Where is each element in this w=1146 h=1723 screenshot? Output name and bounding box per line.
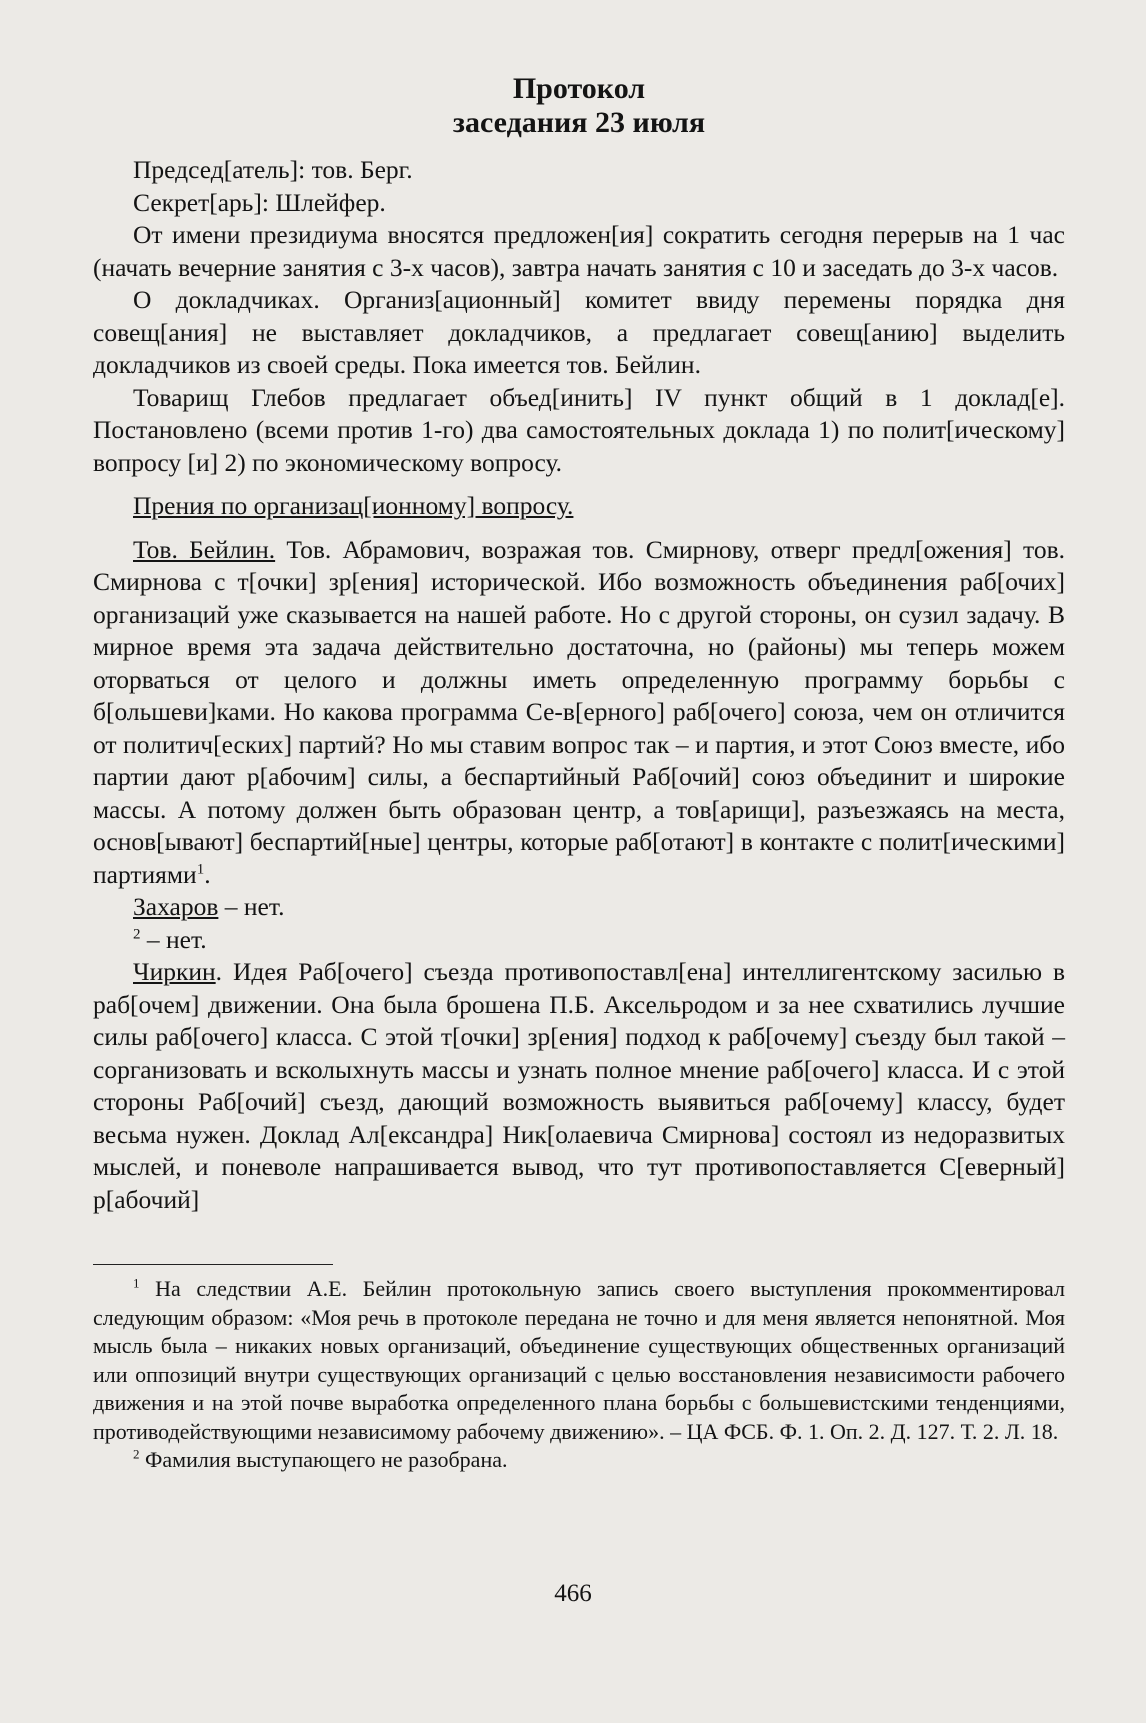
speech-unknown <box>93 924 1065 957</box>
footnote-1-text: На следствии А.Е. Бейлин протокольную запись своего выступления прокомментировал следующим образом: «Моя речь в протоколе передана не точно и для меня является непонятной. Моя мысль была – никаких новых организаций, объединение существующих общественных организаций или оппозиций внутри существующих организаций с целью восстановления независимости рабочего движения и на этой почве выработка определенного плана борьбы с большевистскими тенденциями, противодействующими независимому рабочему движению». – ЦА ФСБ. Ф. 1. Оп. 2. Д. 127. Т. 2. Л. 18. <box>93 1276 1065 1444</box>
paragraph-presidium: От имени президиума вносятся предложен[ия] сократить сегодня перерыв на 1 час (начать вечерние занятия с 3-х часов), завтра начать занятия с 10 и заседать до 3-х часов. <box>93 220 1065 282</box>
speech-beilin-text: Тов. Абрамович, возражая тов. Смирнову, отверг предл[ожения] тов. Смирнова с т[очки] зр[ения] исторической. Ибо возможность объединения раб[очих] организаций уже сказывается на нашей работе. Но с другой стороны, он сузил задачу. В мирное время эта задача действительно достаточна, но (районы) мы теперь можем оторваться от целого и должны иметь определенную программу борьбы с б[ольшеви]ками. Но какова программа Се-в[ерного] раб[очего] союза, чем он отличится от политич[еских] партий? Но мы ставим вопрос так – и партия, и этот Союз вместе, ибо партии дают р[абочим] силы, а беспартийный Раб[очий] союз объединит и широкие массы. А потому должен быть образован центр, а тов[арищи], разъезжаясь на места, основ[ывают] беспартий[ные] центры, которые раб[отают] в контакте с полит[ическими] партиями <box>93 534 1065 889</box>
footnote-2 <box>93 1446 1065 1475</box>
page-number: 466 <box>554 1580 592 1607</box>
footnote-ref-2: 2 <box>133 926 141 942</box>
title-line-2: заседания 23 июля <box>452 106 706 139</box>
speaker-zakharov: Захаров <box>133 892 219 921</box>
title-line-1: Протокол <box>512 72 646 105</box>
footnote-separator <box>93 1264 333 1265</box>
footnotes <box>93 1275 1065 1475</box>
page-title <box>93 72 1065 140</box>
section-heading <box>93 490 1065 523</box>
speaker-beilin: Тов. Бейлин. <box>133 534 276 564</box>
footnote-1 <box>93 1275 1065 1446</box>
speech-unknown-text: – нет. <box>140 924 207 954</box>
speech-beilin: Тов. Бейлин. Тов. Абрамович, возражая тов. Смирнову, отверг предл[ожения] тов. Смирнова с т[очки] зр[ения] исторической. Ибо возможность объединения раб[очих] организаций уже сказывается на нашей работе. Но с другой стороны, он сузил задачу. В мирное время эта задача действительно достаточна, но (районы) мы теперь можем оторваться от целого и должны иметь определенную программу борьбы с б[ольшеви]ками. Но какова программа Се-в[ерного] раб[очего] союза, чем он отличится от политич[еских] партий? Но мы ставим вопрос так – и партия, и этот Союз вместе, ибо партии дают р[абочим] силы, а беспартийный Раб[очий] союз объединит и широкие массы. А потому должен быть образован центр, а тов[арищи], разъезжаясь на места, основ[ывают] беспартий[ные] центры, которые раб[отают] в контакте с полит[ическими] партиями$^1$. <box>93 534 1065 889</box>
footnote-mark-2: 2 <box>133 1446 140 1462</box>
footnote-ref-1: 1 <box>196 861 205 877</box>
secretary-line: Секрет[арь]: Шлейфер. <box>133 187 386 217</box>
paragraph-speakers: О докладчиках. Организ[ационный] комитет ввиду перемены порядка дня совещ[ания] не выставляет докладчиков, а предлагает совещ[анию] выделить докладчиков из своей среды. Пока имеется тов. Бейлин. <box>93 285 1065 379</box>
speech-zakharov-text: – нет. <box>218 892 285 921</box>
speech-chirkin <box>93 956 1065 1216</box>
page-content <box>93 58 1065 1475</box>
section-heading-text: Прения по организац[ионному] вопросу. <box>133 491 574 520</box>
chair-line: Председ[атель]: тов. Берг. <box>133 155 413 184</box>
footnote-mark-1: 1 <box>133 1275 140 1291</box>
paragraph-glebov: Товарищ Глебов предлагает объед[инить] IV пункт общий в 1 доклад[е]. Постановлено (всеми против 1-го) два самостоятельных доклада 1) по полит[ическому] вопросу [и] 2) по экономическому вопросу. <box>93 382 1065 477</box>
footnote-2-text: Фамилия выступающего не разобрана. <box>139 1447 508 1472</box>
speech-chirkin-text: . Идея Раб[очего] съезда противопоставл[ена] интеллигентскому засилью в раб[очем] движении. Она была брошена П.Б. Аксельродом и за нее схватились лучшие силы раб[очего] класса. С этой т[очки] зр[ения] подход к раб[очему] съезду был такой – сорганизовать и всколыхнуть массы и узнать полное мнение раб[очего] класса. И с этой стороны Раб[очий] съезд, дающий возможность выявиться раб[очему] классу, будет весьма нужен. Доклад Ал[ександра] Ник[олаевича Смирнова] состоял из недоразвитых мыслей, и поневоле напрашивается вывод, что тут противопоставляется С[еверный] р[абочий] <box>93 957 1065 1214</box>
speech-zakharov <box>93 891 1065 924</box>
speaker-chirkin: Чиркин <box>133 957 216 986</box>
